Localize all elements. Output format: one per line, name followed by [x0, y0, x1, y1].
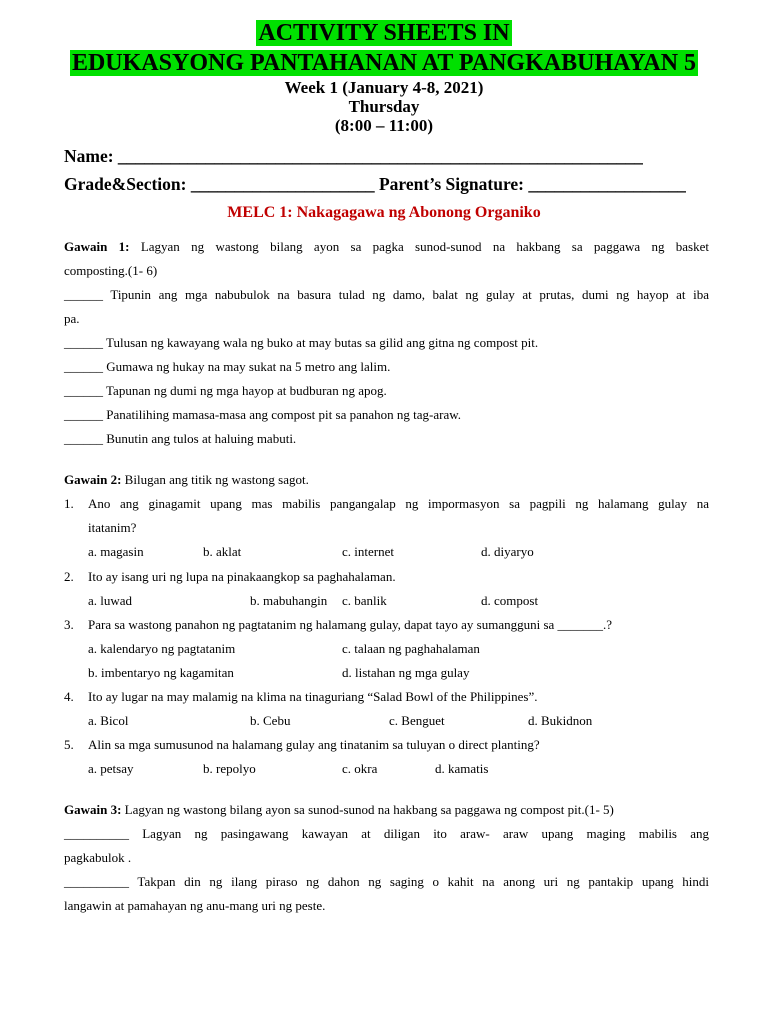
name-field: Name: ____________________________________________________________: [64, 146, 643, 166]
melc-heading: MELC 1: Nakagagawa ng Abonong Organiko: [227, 204, 541, 221]
day-label: Thursday: [348, 97, 420, 116]
q5-option-b: b. repolyo: [203, 761, 256, 776]
gawain1-item-4: ______ Tapunan ng dumi ng mga hayop at budburan ng apog.: [64, 383, 387, 398]
gawain1-item-2: ______ Tulusan ng kawayang wala ng buko at may butas sa gilid ang gitna ng compost pit.: [64, 335, 539, 350]
gawain1-item-6: ______ Bunutin ang tulos at haluing mabuti.: [64, 431, 297, 446]
q2-option-a: a. luwad: [88, 593, 133, 608]
gawain3-item-1-cont: pagkabulok .: [64, 850, 132, 865]
gawain3-item-1: __________ Lagyan ng pasingawang kawayan at diligan ito araw- araw upang maging mabilis ang: [64, 826, 709, 841]
q2-option-b: b. mabuhangin: [250, 593, 328, 608]
q3-option-d: d. listahan ng mga gulay: [342, 665, 470, 680]
q1-text: Ano ang ginagamit upang mas mabilis pangangalap ng impormasyon sa pagpili ng halamang gulay na: [88, 496, 709, 511]
q5-option-d: d. kamatis: [435, 761, 489, 776]
q2-number: 2.: [64, 569, 74, 584]
gawain3-item-2: __________ Takpan din ng ilang piraso ng dahon ng saging o kahit na anong uri ng pantakip upang hindi: [64, 874, 709, 889]
week-label: Week 1 (January 4-8, 2021): [284, 78, 484, 97]
q5-option-a: a. petsay: [88, 761, 134, 776]
gawain3-instruction: Gawain 3: Lagyan ng wastong bilang ayon sa sunod-sunod na hakbang sa paggawa ng compost pit.(1- 5): [64, 802, 614, 817]
q4-option-b: b. Cebu: [250, 713, 291, 728]
grade-section-field: Grade&Section: _____________________ Parent’s Signature: __________________: [64, 174, 686, 194]
gawain2-instruction: Gawain 2: Bilugan ang titik ng wastong sagot.: [64, 472, 309, 487]
q1-option-b: b. aklat: [203, 544, 242, 559]
q1-option-a: a. magasin: [88, 544, 144, 559]
gawain1-instruction: Gawain 1: Lagyan ng wastong bilang ayon sa pagka sunod-sunod na hakbang sa paggawa ng basket: [64, 239, 709, 254]
q3-number: 3.: [64, 617, 74, 632]
q2-option-c: c. banlik: [342, 593, 387, 608]
time-label: (8:00 – 11:00): [334, 116, 434, 135]
gawain1-item-1-cont: pa.: [64, 311, 80, 326]
q2-option-d: d. compost: [481, 593, 539, 608]
q5-number: 5.: [64, 737, 74, 752]
gawain3-label: Gawain 3:: [64, 802, 122, 817]
q4-option-c: c. Benguet: [389, 713, 445, 728]
q1-number: 1.: [64, 496, 74, 511]
gawain1-label: Gawain 1:: [64, 239, 130, 254]
q3-text: Para sa wastong panahon ng pagtatanim ng halamang gulay, dapat tayo ay sumangguni sa _______.?: [88, 617, 613, 632]
q2-text: Ito ay isang uri ng lupa na pinakaangkop sa paghahalaman.: [88, 569, 396, 584]
title-line-1: ACTIVITY SHEETS IN: [258, 20, 510, 46]
title-line-2: EDUKASYONG PANTAHANAN AT PANGKABUHAYAN 5: [71, 50, 697, 76]
q4-option-d: d. Bukidnon: [528, 713, 593, 728]
gawain1-item-3: ______ Gumawa ng hukay na may sukat na 5 metro ang lalim.: [64, 359, 391, 374]
q4-option-a: a. Bicol: [88, 713, 129, 728]
q3-option-b: b. imbentaryo ng kagamitan: [88, 665, 234, 680]
q5-text: Alin sa mga sumusunod na halamang gulay ang tinatanim sa tuluyan o direct planting?: [88, 737, 540, 752]
gawain3-item-2-cont: langawin at pamahayan ng anu-mang uri ng peste.: [64, 898, 326, 913]
gawain1-instruction-cont: composting.(1- 6): [64, 263, 158, 278]
q1-option-c: c. internet: [342, 544, 394, 559]
gawain1-item-1: ______ Tipunin ang mga nabubulok na basura tulad ng damo, balat ng gulay at prutas, dumi ng hayop at iba: [64, 287, 709, 302]
q1-option-d: d. diyaryo: [481, 544, 534, 559]
gawain1-item-5: ______ Panatilihing mamasa-masa ang compost pit sa panahon ng tag-araw.: [64, 407, 462, 422]
q4-number: 4.: [64, 689, 74, 704]
q3-option-c: c. talaan ng paghahalaman: [342, 641, 480, 656]
q4-text: Ito ay lugar na may malamig na klima na tinaguriang “Salad Bowl of the Philippines”.: [88, 689, 538, 704]
q3-option-a: a. kalendaryo ng pagtatanim: [88, 641, 236, 656]
q5-option-c: c. okra: [342, 761, 378, 776]
gawain2-label: Gawain 2:: [64, 472, 122, 487]
q1-text-cont: itatanim?: [88, 520, 137, 535]
